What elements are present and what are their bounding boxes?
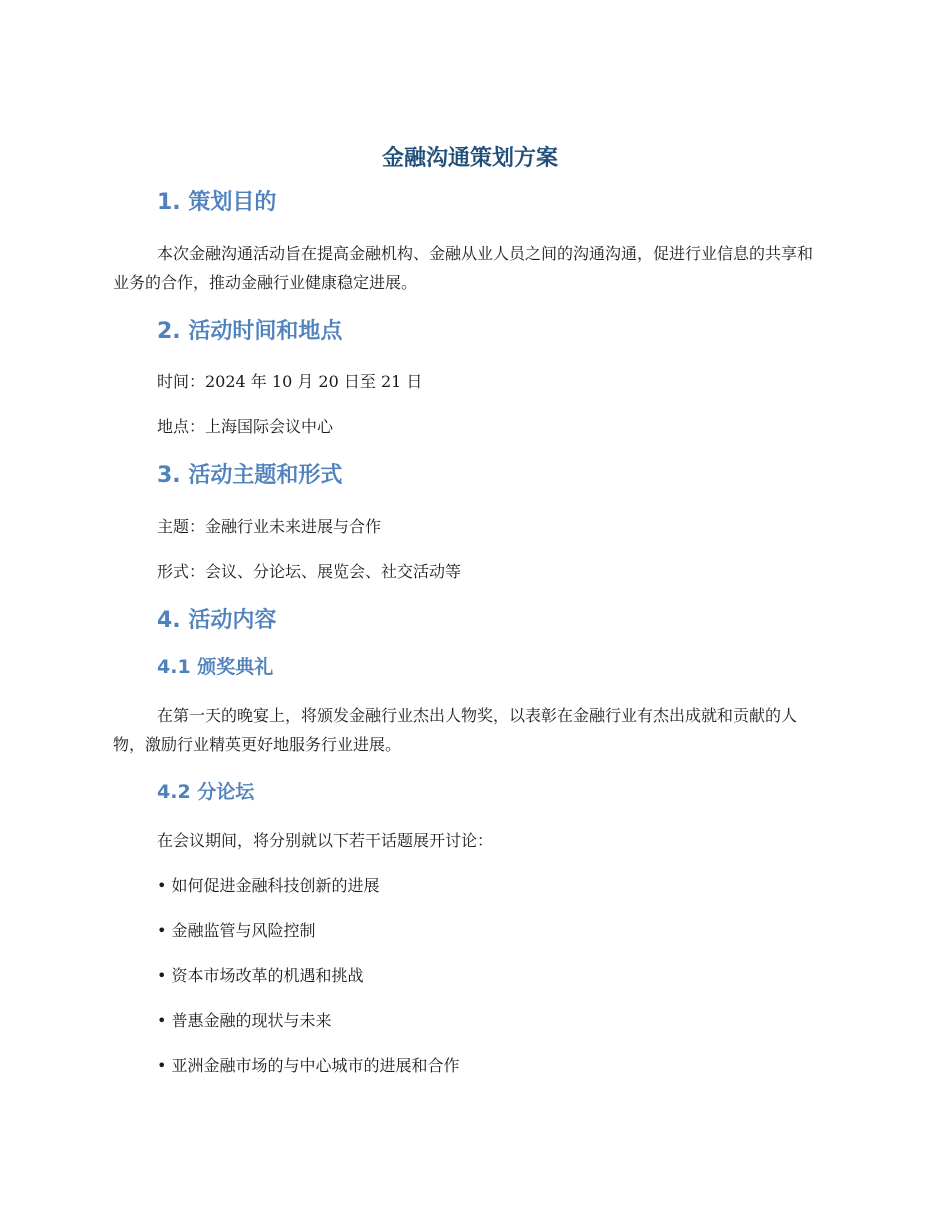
subsection-heading-forums: 4.2 分论坛	[157, 780, 255, 803]
forums-intro: 在会议期间，将分别就以下若干话题展开讨论：	[157, 830, 494, 850]
purpose-paragraph: 本次金融沟通活动旨在提高金融机构、金融从业人员之间的沟通沟通，促进行业信息的共享和业务的合作，推动金融行业健康稳定进展。	[113, 243, 814, 292]
event-form: 形式：会议、分论坛、展览会、社交活动等	[157, 561, 462, 581]
list-item: • 金融监管与风险控制	[157, 920, 316, 940]
list-item: • 如何促进金融科技创新的进展	[157, 875, 380, 895]
section-heading-content: 4. 活动内容	[157, 607, 277, 633]
section-heading-purpose: 1. 策划目的	[157, 190, 277, 216]
section-heading-time-place: 2. 活动时间和地点	[157, 318, 343, 344]
event-theme: 主题：金融行业未来进展与合作	[157, 516, 382, 536]
list-item: • 亚洲金融市场的与中心城市的进展和合作	[157, 1055, 460, 1075]
section-heading-theme-form: 3. 活动主题和形式	[157, 463, 343, 489]
event-place: 地点：上海国际会议中心	[157, 417, 334, 437]
event-time: 时间：2024 年 10 月 20 日至 21 日	[157, 372, 423, 392]
list-item: • 普惠金融的现状与未来	[157, 1010, 332, 1030]
forum-topics-list	[113, 871, 827, 1080]
subsection-heading-awards: 4.1 颁奖典礼	[157, 655, 274, 678]
document-content	[113, 146, 827, 1096]
document-title: 金融沟通策划方案	[381, 146, 558, 171]
awards-paragraph: 在第一天的晚宴上，将颁发金融行业杰出人物奖，以表彰在金融行业有杰出成就和贡献的人物，激励行业精英更好地服务行业进展。	[113, 705, 798, 754]
list-item: • 资本市场改革的机遇和挑战	[157, 965, 364, 985]
